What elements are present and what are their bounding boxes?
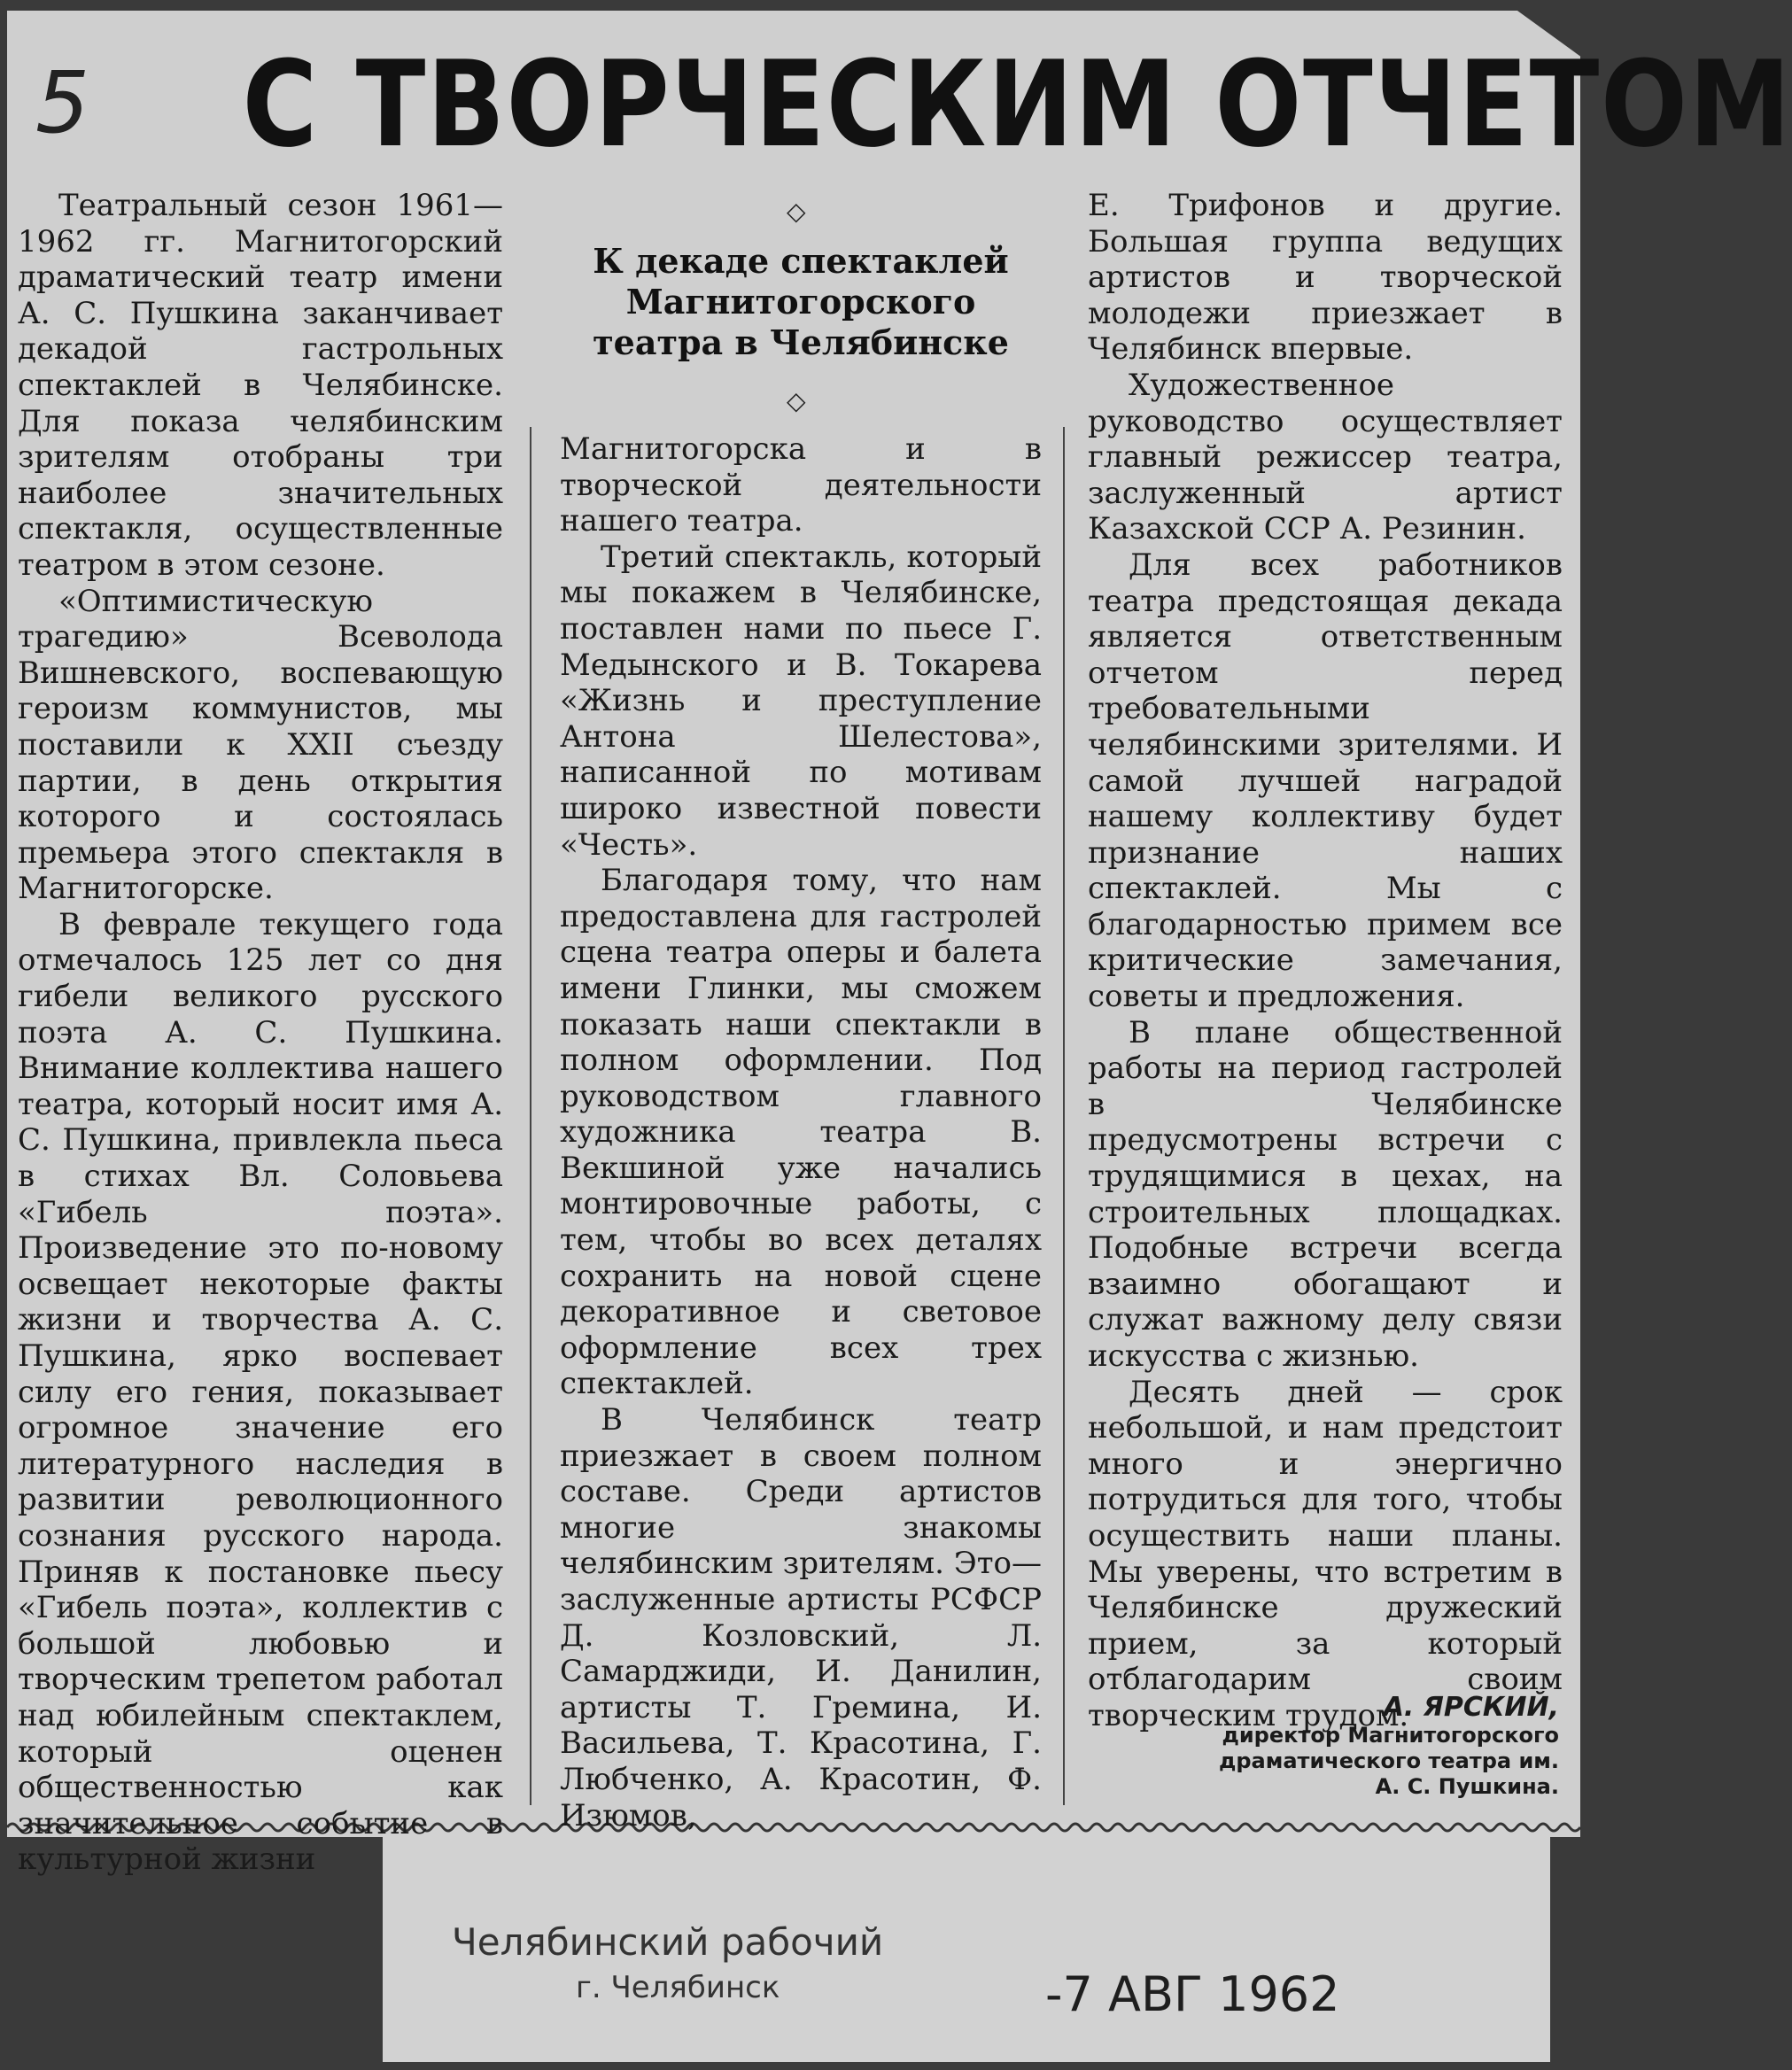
- paragraph: Для всех работников театра предстоящая декада является ответственным отчетом перед требовательными челябинскими зрителями. И самой лучшей наградой нашему коллективу будет признание наших спектаклей. Мы с благодарностью примем все критические замечания, советы и предложения.: [1088, 547, 1563, 1015]
- article-column-1: [18, 188, 503, 1878]
- paragraph: В феврале текущего года отмечалось 125 лет со дня гибели великого русского поэта А. С. Пушкина. Внимание коллектива нашего театра, который носит имя А. С. Пушкина, привлекла пьеса в стихах Вл. Соловьева «Гибель поэта». Произведение это по-новому освещает некоторые факты жизни и творчества А. С. Пушкина, ярко воспевает силу его гения, показывает огромное значение его литературного наследия в развитии революционного сознания русского народа. Приняв к постановке пьесу «Гибель поэта», коллектив с большой любовью и творческим трепетом работал над юбилейным спектаклем, который оценен общественностью как значительное событие в культурной жизни: [18, 906, 503, 1878]
- handwritten-page-number: 5: [35, 53, 90, 152]
- author-position-line: директор Магнитогорского: [1222, 1723, 1559, 1748]
- paragraph: Художественное руководство осуществляет главный режиссер театра, заслуженный артист Казахской ССР А. Резинин.: [1088, 367, 1563, 547]
- paragraph: Третий спектакль, который мы покажем в Челябинске, поставлен нами по пьесе Г. Медынского и В. Токарева «Жизнь и преступление Антона Шелестова», написанной по мотивам широко известной повести «Честь».: [560, 539, 1042, 863]
- article-column-3: [1088, 188, 1563, 1734]
- author-position-line: А. С. Пушкина.: [1375, 1774, 1559, 1799]
- author-name: А. ЯРСКИЙ,: [1383, 1692, 1559, 1723]
- subheadline-line: Магнитогорского: [625, 282, 976, 322]
- column-divider: [1063, 427, 1065, 1805]
- article-column-2: [560, 431, 1042, 1834]
- subheadline: [553, 241, 1049, 363]
- headline: С ТВОРЧЕСКИМ ОТЧЕТОМ: [242, 35, 1792, 174]
- author-position-line: драматического театра им.: [1218, 1748, 1559, 1773]
- paragraph: «Оптимистическую трагедию» Всеволода Вишневского, воспевающую героизм коммунистов, мы поставили к XXII съезду партии, в день открытия которого и состоялась премьера этого спектакля в Магнитогорске.: [18, 583, 503, 907]
- ornament-bottom: ◇: [787, 386, 806, 415]
- subheadline-line: К декаде спектаклей: [593, 241, 1009, 281]
- subheadline-line: театра в Челябинске: [593, 322, 1009, 362]
- newspaper-name: Челябинский рабочий: [452, 1920, 884, 1964]
- paragraph: В Челябинск театр приезжает в своем полном составе. Среди артистов многие знакомы челябинским зрителям. Это—заслуженные артисты РСФСР Д. Козловский, Л. Самарджиди, И. Данилин, артисты Т. Гремина, И. Васильева, Т. Красотина, Г. Любченко, А. Красотин, Ф. Изюмов,: [560, 1402, 1042, 1834]
- paragraph: Театральный сезон 1961—1962 гг. Магнитогорский драматический театр имени А. С. Пушкина заканчивает декадой гастрольных спектаклей в Челябинске. Для показа челябинским зрителям отобраны три наиболее значительных спектакля, осуществленные театром в этом сезоне.: [18, 188, 503, 583]
- column-divider: [530, 427, 531, 1805]
- newspaper-city: г. Челябинск: [576, 1970, 780, 2005]
- paragraph: Е. Трифонов и другие. Большая группа ведущих артистов и творческой молодежи приезжает в Челябинск впервые.: [1088, 188, 1563, 368]
- paragraph: Десять дней — срок небольшой, и нам предстоит много и энергично потрудиться для того, чтобы осуществить наши планы. Мы уверены, что встретим в Челябинске дружеский прием, за который отблагодарим своим творческим трудом.: [1088, 1374, 1563, 1733]
- paragraph: Благодаря тому, что нам предоставлена для гастролей сцена театра оперы и балета имени Глинки, мы сможем показать наши спектакли в полном оформлении. Под руководством главного художника театра В. Векшиной уже начались монтировочные работы, с тем, чтобы во всех деталях сохранить на новой сцене декоративное и световое оформление всех трех спектаклей.: [560, 863, 1042, 1402]
- signature-block: [1143, 1692, 1559, 1800]
- date-stamp: -7 АВГ 1962: [1045, 1966, 1340, 2022]
- paragraph: В плане общественной работы на период гастролей в Челябинске предусмотрены встречи с трудящимися в цехах, на строительных площадках. Подобные встречи всегда взаимно обогащают и служат важному делу связи искусства с жизнью.: [1088, 1014, 1563, 1374]
- paragraph: Магнитогорска и в творческой деятельности нашего театра.: [560, 431, 1042, 539]
- ornament-top: ◇: [787, 197, 806, 226]
